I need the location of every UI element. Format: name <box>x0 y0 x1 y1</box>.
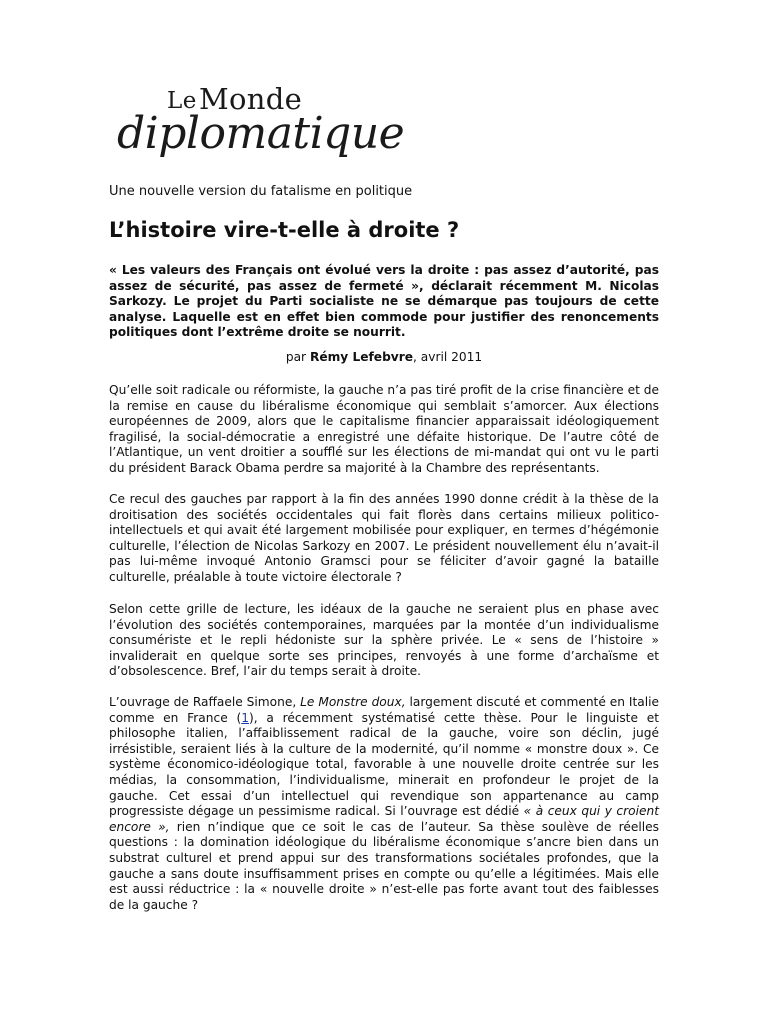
byline-date: , avril 2011 <box>413 350 483 364</box>
masthead-logo <box>117 82 417 162</box>
logo-monde: Monde <box>199 82 303 116</box>
article-kicker: Une nouvelle version du fatalisme en politique <box>109 184 413 199</box>
byline-author: Rémy Lefebvre <box>309 350 414 364</box>
p4-text-c: ), a récemment systématisé cette thèse. Pour le linguiste et philosophe italien, l’affaiblissement radical de la gauche, voire son déclin, jugé irrésistible, seraient liés à la culture de la modernité, qu’il nomme « monstre doux ». Ce système économico-idéologique total, favorable à une nouvelle droite centrée sur les médias, la consommation, l’individualisme, minerait en profondeur le projet de la gauche. Cet essai d’un intellectuel qui revendique son appartenance au camp progressiste dégage un pessimisme radical. Si l’ouvrage est dédié <box>109 710 660 819</box>
p4-text-d: rien n’indique que ce soit le cas de l’auteur. Sa thèse soulève de réelles questions : la domination idéologique du libéralisme économique s’ancre bien dans un substrat culturel et prend appui sur des transformations sociétales profondes, que la gauche a sans doute insuffisamment prises en compte ou qu’elle a légitimées. Mais elle est aussi réductrice : la « nouvelle droite » n’est-elle pas forte avant tout des faiblesses de la gauche ? <box>109 819 659 912</box>
article-title: L’histoire vire-t-elle à droite ? <box>109 218 460 242</box>
p4-text-a: L’ouvrage de Raffaele Simone, <box>109 695 301 709</box>
logo-le: Le <box>167 88 197 114</box>
body-paragraph-1: Qu’elle soit radicale ou réformiste, la gauche n’a pas tiré profit de la crise financière et de la remise en cause du libéralisme économique qui semblait s’amorcer. Aux élections européennes de 2009, alors que le capitalisme financier apparaissait idéologiquement fragilisé, la social-démocratie a enregistré une défaite historique. De l’autre côté de l’Atlantique, un vent droitier a soufflé sur les élections de mi-mandat qui ont vu le parti du président Barack Obama perdre sa majorité à la Chambre des représentants. <box>109 383 659 475</box>
logo-diplomatique: diplomatique <box>117 108 405 159</box>
body-paragraph-2: Ce recul des gauches par rapport à la fin des années 1990 donne crédit à la thèse de la droitisation des sociétés occidentales qui fait florès dans certains milieux politico-intellectuels et qui avait été largement mobilisée pour expliquer, en termes d’hégémonie culturelle, l’élection de Nicolas Sarkozy en 2007. Le président nouvellement élu n’avait-il pas lui-même invoqué Antonio Gramsci pour se féliciter d’avoir gagné la bataille culturelle, préalable à toute victoire électorale ? <box>109 492 659 584</box>
article-intro: « Les valeurs des Français ont évolué vers la droite : pas assez d’autorité, pas assez de sécurité, pas assez de fermeté », déclarait récemment M. Nicolas Sarkozy. Le projet du Parti socialiste ne se démarque pas toujours de cette analyse. Laquelle est en effet bien commode pour justifier des renoncements politiques dont l’extrême droite se nourrit. <box>109 263 659 340</box>
dedication-quote: « à ceux qui y croient encore », <box>109 804 659 834</box>
byline-prefix: par <box>285 350 310 364</box>
p4-text-b: largement discuté et commenté en Italie comme en France ( <box>109 695 659 725</box>
body-paragraph-4 <box>109 695 659 913</box>
byline <box>109 350 659 364</box>
footnote-link-1[interactable]: 1 <box>241 710 249 725</box>
book-title: Le Monstre doux, <box>300 695 406 709</box>
body-paragraph-3: Selon cette grille de lecture, les idéaux de la gauche ne seraient plus en phase avec l’évolution des sociétés contemporaines, marquées par la montée d’un individualisme consumériste et le repli hédoniste sur la sphère privée. Le « sens de l’histoire » invaliderait en quelque sorte ses principes, renvoyés à une forme d’archaïsme et d’obsolescence. Bref, l’air du temps serait à droite. <box>109 602 659 679</box>
